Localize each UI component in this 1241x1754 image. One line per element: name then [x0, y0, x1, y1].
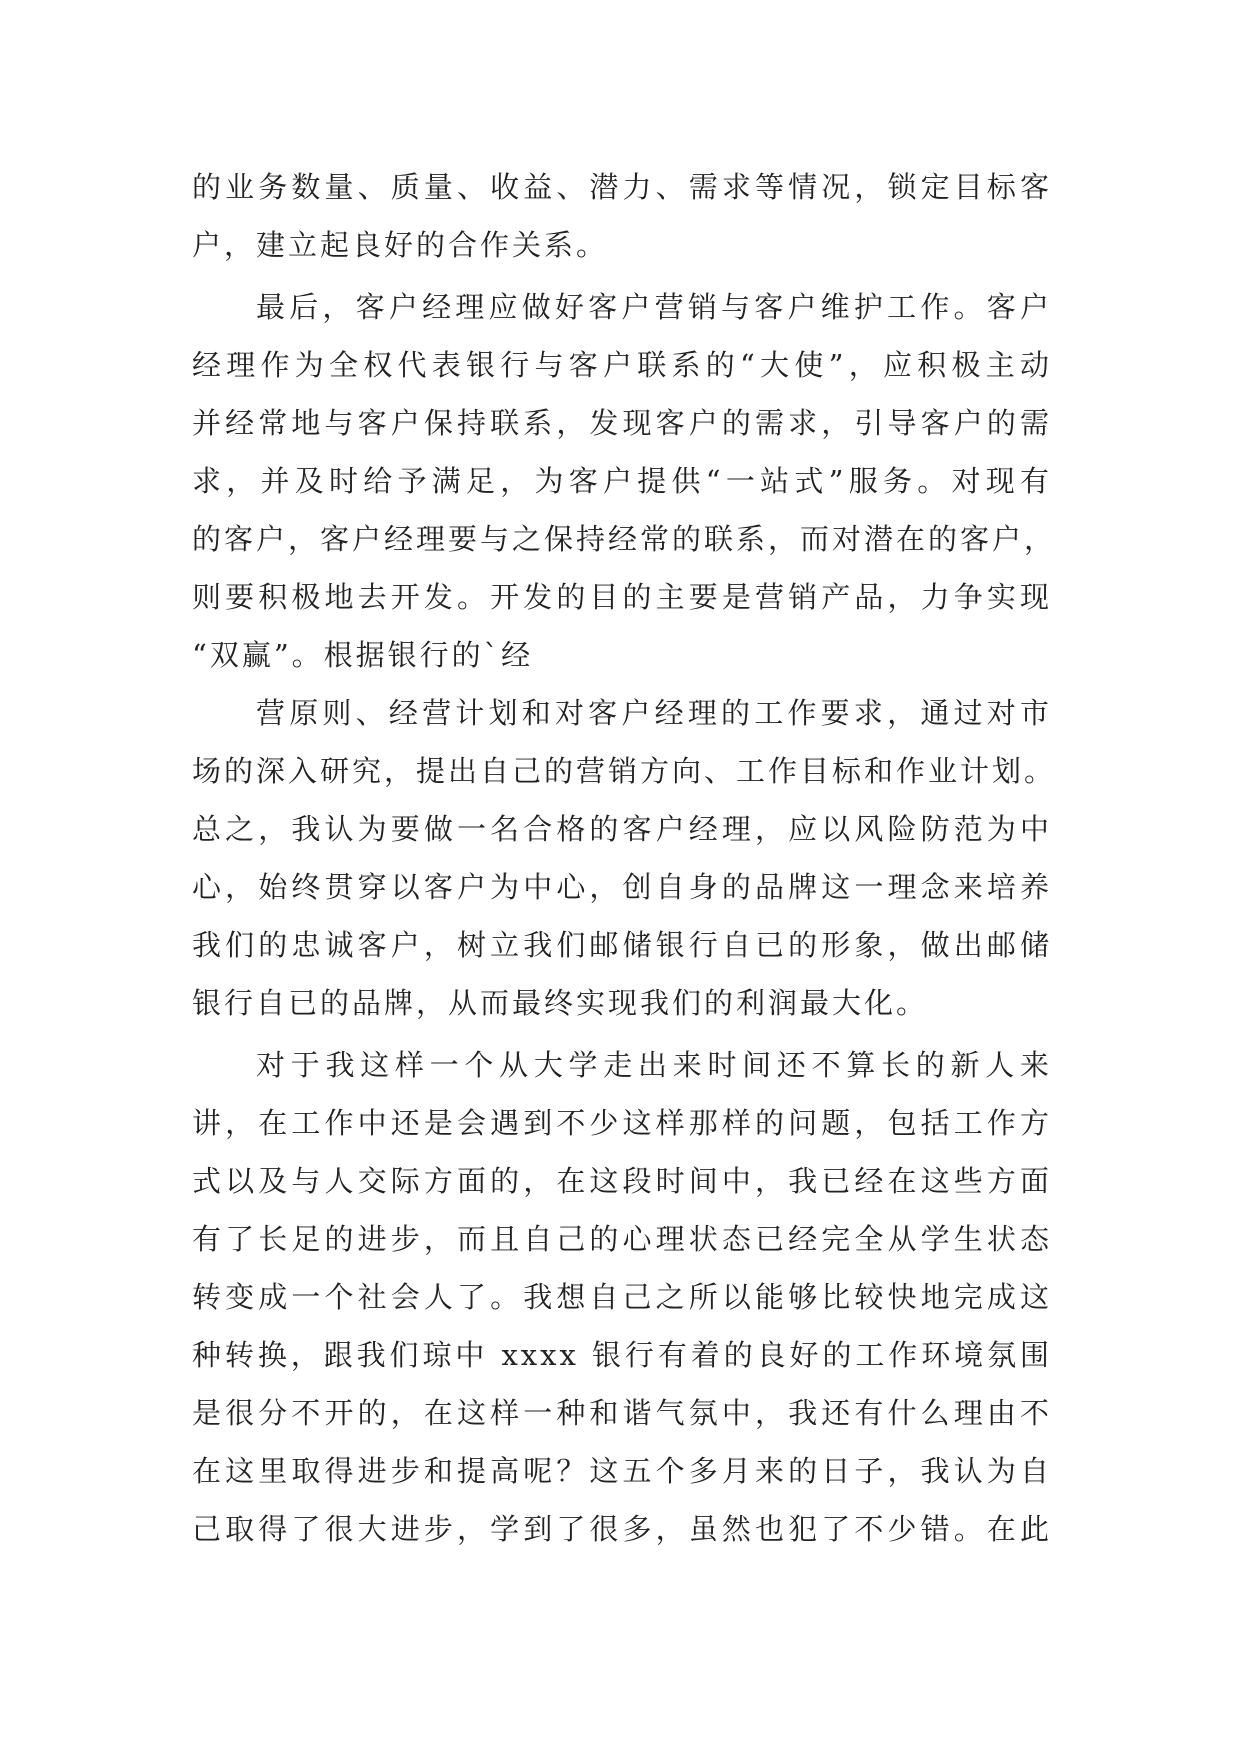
text-line: 转变成一个社会人了。我想自己之所以能够比较快地完成这 [192, 1280, 1052, 1314]
paragraph-start-line: 对于我这样一个从大学走出来时间还不算长的新人来 [256, 1048, 1052, 1082]
text-line: 讲，在工作中还是会遇到不少这样那样的问题，包括工作方 [192, 1106, 1052, 1140]
text-line: “双赢”。根据银行的`经 [192, 638, 534, 672]
text-line: 银行自已的品牌，从而最终实现我们的利润最大化。 [192, 986, 929, 1020]
body-text [192, 158, 1057, 1558]
paragraph-start-line: 最后，客户经理应做好客户营销与客户维护工作。客户 [256, 290, 1052, 324]
paragraph-start-line: 营原则、经营计划和对客户经理的工作要求，通过对市 [256, 696, 1052, 730]
text-line: 的客户，客户经理要与之保持经常的联系，而对潜在的客户， [192, 522, 1057, 556]
text-line: 式以及与人交际方面的，在这段时间中，我已经在这些方面 [192, 1164, 1052, 1198]
text-line: 户，建立起良好的合作关系。 [192, 228, 609, 262]
text-line: 经理作为全权代表银行与客户联系的“大使”，应积极主动 [192, 348, 1052, 382]
text-line: 种转换，跟我们琼中 xxxx 银行有着的良好的工作环境氛围 [192, 1338, 1052, 1372]
text-line: 有了长足的进步，而且自己的心理状态已经完全从学生状态 [192, 1222, 1052, 1256]
text-line: 在这里取得进步和提高呢？这五个多月来的日子，我认为自 [192, 1454, 1052, 1488]
text-line: 场的深入研究，提出自己的营销方向、工作目标和作业计划。 [192, 754, 1057, 788]
text-line: 的业务数量、质量、收益、潜力、需求等情况，锁定目标客 [192, 170, 1052, 204]
text-line: 总之，我认为要做一名合格的客户经理，应以风险防范为中 [192, 812, 1052, 846]
text-line: 心，始终贯穿以客户为中心，创自身的品牌这一理念来培养 [192, 870, 1052, 904]
text-line: 己取得了很大进步，学到了很多，虽然也犯了不少错。在此 [192, 1512, 1052, 1546]
text-line: 我们的忠诚客户，树立我们邮储银行自已的形象，做出邮储 [192, 928, 1052, 962]
text-line: 是很分不开的，在这样一种和谐气氛中，我还有什么理由不 [192, 1396, 1052, 1430]
text-line: 则要积极地去开发。开发的目的主要是营销产品，力争实现 [192, 580, 1052, 614]
text-line: 求，并及时给予满足，为客户提供“一站式”服务。对现有 [192, 464, 1052, 498]
text-line: 并经常地与客户保持联系，发现客户的需求，引导客户的需 [192, 406, 1052, 440]
